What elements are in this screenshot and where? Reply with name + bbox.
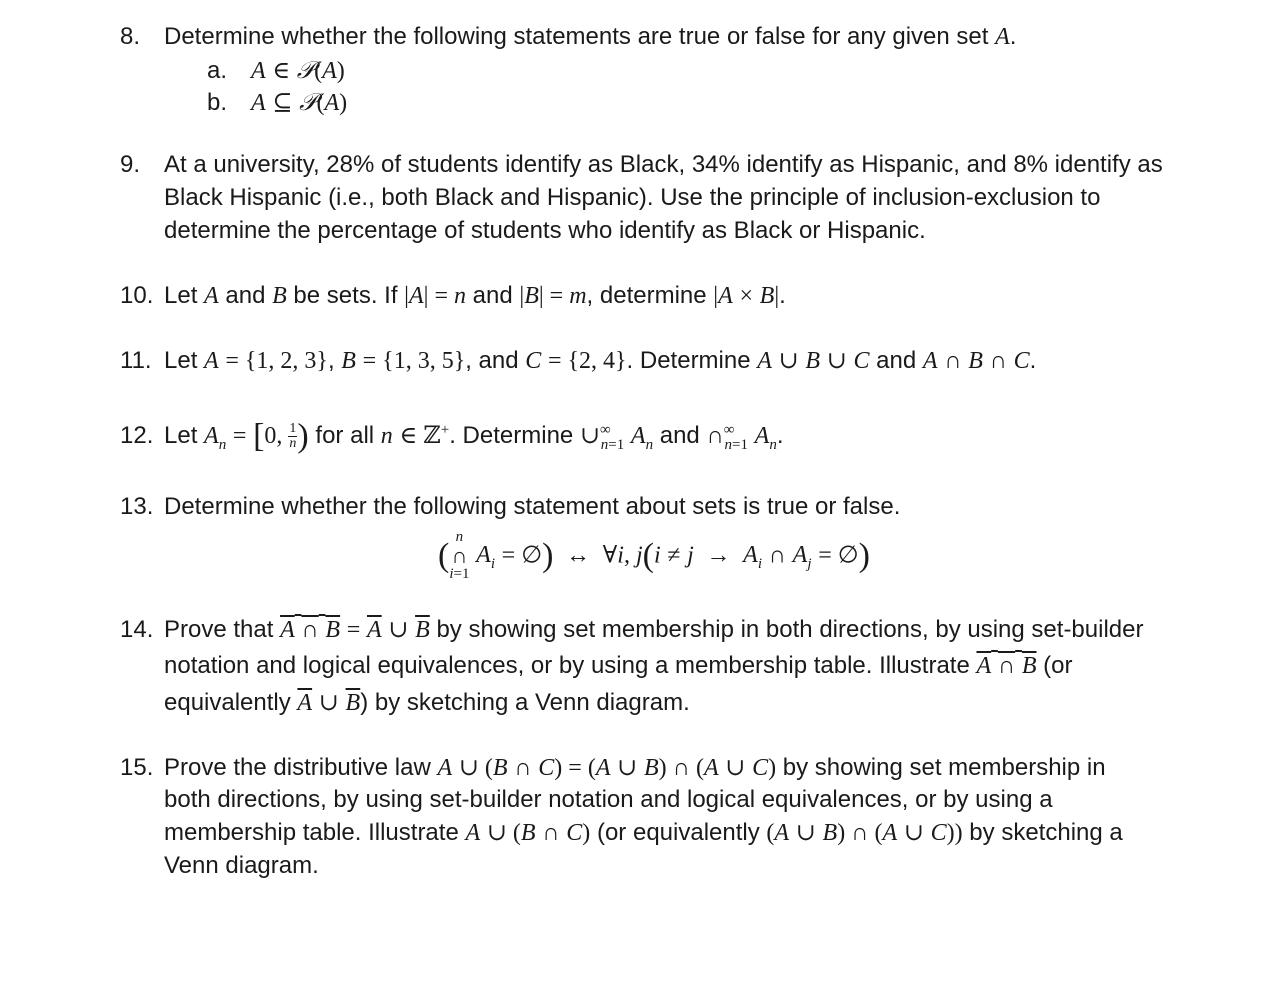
question-9-line-3: determine the percentage of students who identify as Black or Hispanic. (164, 217, 926, 244)
question-14-line-2: notation and logical equivalences, or by using a membership table. Illustrate A ∩ B (or (164, 652, 1073, 679)
question-8a-label: a. (207, 57, 228, 84)
question-12-text: Let $A_n = [0$, $\frac{1}{n}$ ) for all n ∈ ℤ+. Determine $\cup^\infty_{n=1}$ $A_n$ and $\cap^\infty_{n=1}$ $A_n$. (164, 417, 784, 455)
question-14-number: 14. (120, 616, 154, 643)
question-10-number: 10. (120, 282, 154, 309)
question-15-line-2: both directions, by using set-builder notation and logical equivalences, or by using a (164, 786, 1053, 813)
question-14-line-3: equivalently $\overline{A}$ ∪ $\overline{B}$) by sketching a Venn diagram. (164, 689, 690, 716)
question-8b-expression: A ⊆ 𝒫(A) (251, 90, 348, 116)
question-8a-expression: A ∈ 𝒫(A) (251, 58, 345, 84)
question-15-line-3: membership table. Illustrate A ∪ (B ∩ C) (or equivalently (A ∪ B) ∩ (A ∪ C)) by sketching a (164, 819, 1123, 846)
question-9-line-1: At a university, 28% of students identify as Black, 34% identify as Hispanic, and 8% identify as (164, 151, 1163, 178)
question-8-text: Determine whether the following statements are true or false for any given set A. (164, 23, 1017, 50)
question-13-text: Determine whether the following statement about sets is true or false. (164, 493, 901, 520)
question-15-line-1: Prove the distributive law A ∪ (B ∩ C) = (A ∪ B) ∩ (A ∪ C) by showing set membership in (164, 754, 1106, 781)
question-9-number: 9. (120, 151, 141, 178)
question-11-text: Let A = {1, 2, 3}, B = {1, 3, 5}, and C = {2, 4}. Determine A ∪ B ∪ C and A ∩ B ∩ C. (164, 347, 1037, 374)
question-13-formula: ( n ∩ i=1 $A_i$ = ∅) ↔ ∀i, $j(i \ne j \to A_i$ ∩ $A_j$ = ∅) (438, 529, 870, 582)
question-12-number: 12. (120, 422, 154, 449)
question-10-text: Let A and B be sets. If |A| = n and |B| = m, determine |A × B|. (164, 282, 786, 309)
question-15-line-4: Venn diagram. (164, 852, 319, 879)
question-15-number: 15. (120, 754, 154, 781)
question-8b-label: b. (207, 89, 228, 116)
question-8-number: 8. (120, 23, 141, 50)
question-11-number: 11. (120, 347, 152, 374)
question-9-line-2: Black Hispanic (i.e., both Black and Hispanic). Use the principle of inclusion-exclusion to (164, 184, 1101, 211)
question-13-number: 13. (120, 493, 154, 520)
question-14-line-1: Prove that A ∩ $B = \overline{A}$ ∪ $\overline{B}$ by showing set membership in both directions, by using set-builder (164, 616, 1144, 643)
